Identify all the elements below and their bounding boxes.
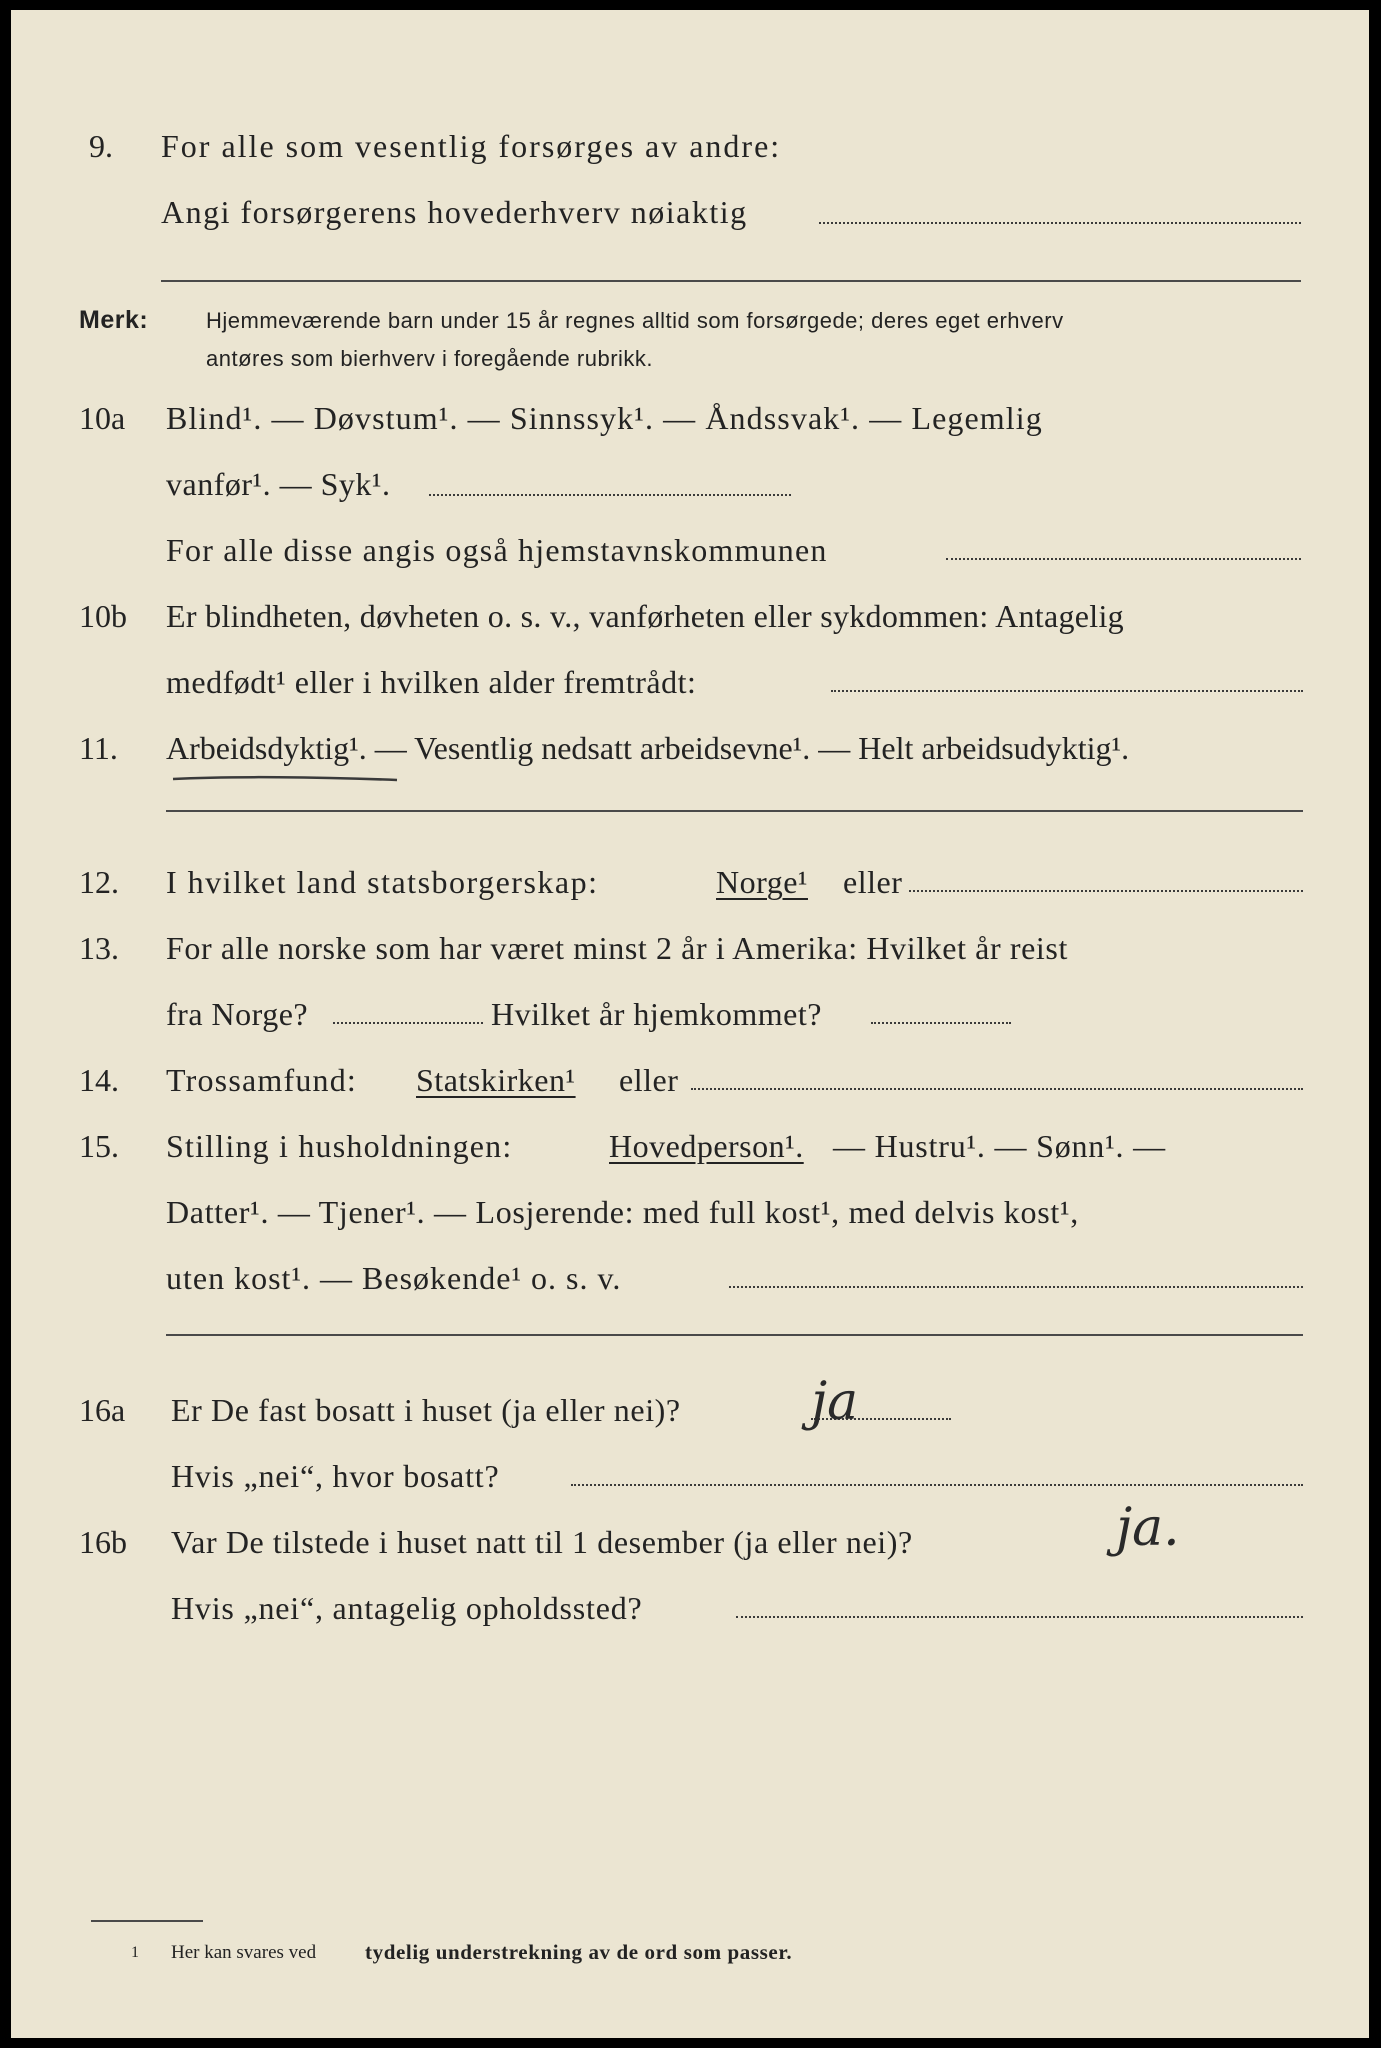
q15-line1a: Stilling i husholdningen: — [166, 1128, 513, 1164]
q13-reist-line — [333, 1022, 483, 1024]
q14-statskirken: Statskirken¹ — [416, 1062, 576, 1098]
q11-handwritten-underline — [171, 770, 401, 786]
q10b-answer-line — [831, 690, 1303, 692]
merk-line2: antøres som bierhverv i foregående rubrikk. — [206, 346, 654, 371]
q13-hjemkommet-line — [871, 1022, 1011, 1024]
q10a-kommune-line — [946, 558, 1301, 560]
q12-line1: I hvilket land statsborgerskap: — [166, 864, 599, 900]
q10a-syk-line — [429, 494, 791, 496]
q15-line1b: — Hustru¹. — Sønn¹. — — [833, 1128, 1166, 1164]
q12-eller: eller — [843, 864, 903, 900]
q16a-line2: Hvis „nei“, hvor bosatt? — [171, 1458, 500, 1494]
merk-label: Merk: — [79, 306, 149, 334]
q10a-line2: vanfør¹. — Syk¹. — [166, 466, 391, 502]
q14-eller: eller — [619, 1062, 679, 1098]
merk-line1: Hjemmeværende barn under 15 år regnes alltid som forsørgede; deres eget erhverv — [206, 308, 1064, 333]
q10a-line1: Blind¹. — Døvstum¹. — Sinnssyk¹. — Åndssvak¹. — Legemlig — [166, 400, 1043, 436]
footnote-rule — [91, 1920, 203, 1922]
q16b-opholdssted-line — [736, 1616, 1303, 1618]
q9-line1: For alle som vesentlig forsørges av andre: — [161, 128, 782, 164]
q10b-number: 10b — [79, 598, 127, 634]
q9-line2: Angi forsørgerens hovederhverv nøiaktig — [161, 194, 748, 230]
census-form-page — [11, 10, 1369, 2038]
q11-line1: Arbeidsdyktig¹. — Vesentlig nedsatt arbeidsevne¹. — Helt arbeidsudyktig¹. — [166, 730, 1130, 766]
q9-separator — [161, 280, 1301, 282]
footnote-mark: 1 — [131, 1944, 139, 1961]
footnote-text-a: Her kan svares ved — [171, 1942, 317, 1963]
q9-answer-line — [819, 222, 1301, 224]
q16b-number: 16b — [79, 1524, 127, 1560]
q15-answer-line — [729, 1286, 1303, 1288]
q10a-number: 10a — [79, 400, 126, 436]
q16b-line1: Var De tilstede i huset natt til 1 desember (ja eller nei)? — [171, 1524, 913, 1560]
q13-line1: For alle norske som har været minst 2 år i Amerika: Hvilket år reist — [166, 930, 1068, 966]
q13-number: 13. — [79, 930, 119, 966]
q16b-handwritten-answer: ja. — [1116, 1498, 1180, 1558]
q11-number: 11. — [79, 730, 118, 766]
q12-number: 12. — [79, 864, 119, 900]
q16a-line1: Er De fast bosatt i huset (ja eller nei)? — [171, 1392, 681, 1428]
q15-line2: Datter¹. — Tjener¹. — Losjerende: med full kost¹, med delvis kost¹, — [166, 1194, 1079, 1230]
q16b-line2: Hvis „nei“, antagelig opholdssted? — [171, 1590, 643, 1626]
q13-line2b: Hvilket år hjemkommet? — [491, 996, 822, 1032]
q15-number: 15. — [79, 1128, 119, 1164]
q12-norge: Norge¹ — [716, 864, 808, 900]
q14-number: 14. — [79, 1062, 119, 1098]
q15-hovedperson: Hovedperson¹. — [609, 1128, 804, 1164]
q15-separator — [166, 1334, 1303, 1336]
q16a-bosatt-line — [571, 1484, 1303, 1486]
footnote-text-b: tydelig understrekning av de ord som passer. — [365, 1940, 793, 1964]
q14-answer-line — [691, 1088, 1303, 1090]
q15-line3: uten kost¹. — Besøkende¹ o. s. v. — [166, 1260, 622, 1296]
q10a-line3: For alle disse angis også hjemstavnskommunen — [166, 532, 828, 568]
q14-line1: Trossamfund: — [166, 1062, 358, 1098]
q9-number: 9. — [89, 128, 113, 164]
q13-line2a: fra Norge? — [166, 996, 309, 1032]
q16a-number: 16a — [79, 1392, 126, 1428]
q12-answer-line — [909, 890, 1303, 892]
q11-separator — [166, 810, 1303, 812]
q10b-line1: Er blindheten, døvheten o. s. v., vanførheten eller sykdommen: Antagelig — [166, 598, 1124, 634]
q16a-handwritten-answer: ja — [811, 1372, 859, 1432]
q10b-line2: medfødt¹ eller i hvilken alder fremtrådt: — [166, 664, 697, 700]
